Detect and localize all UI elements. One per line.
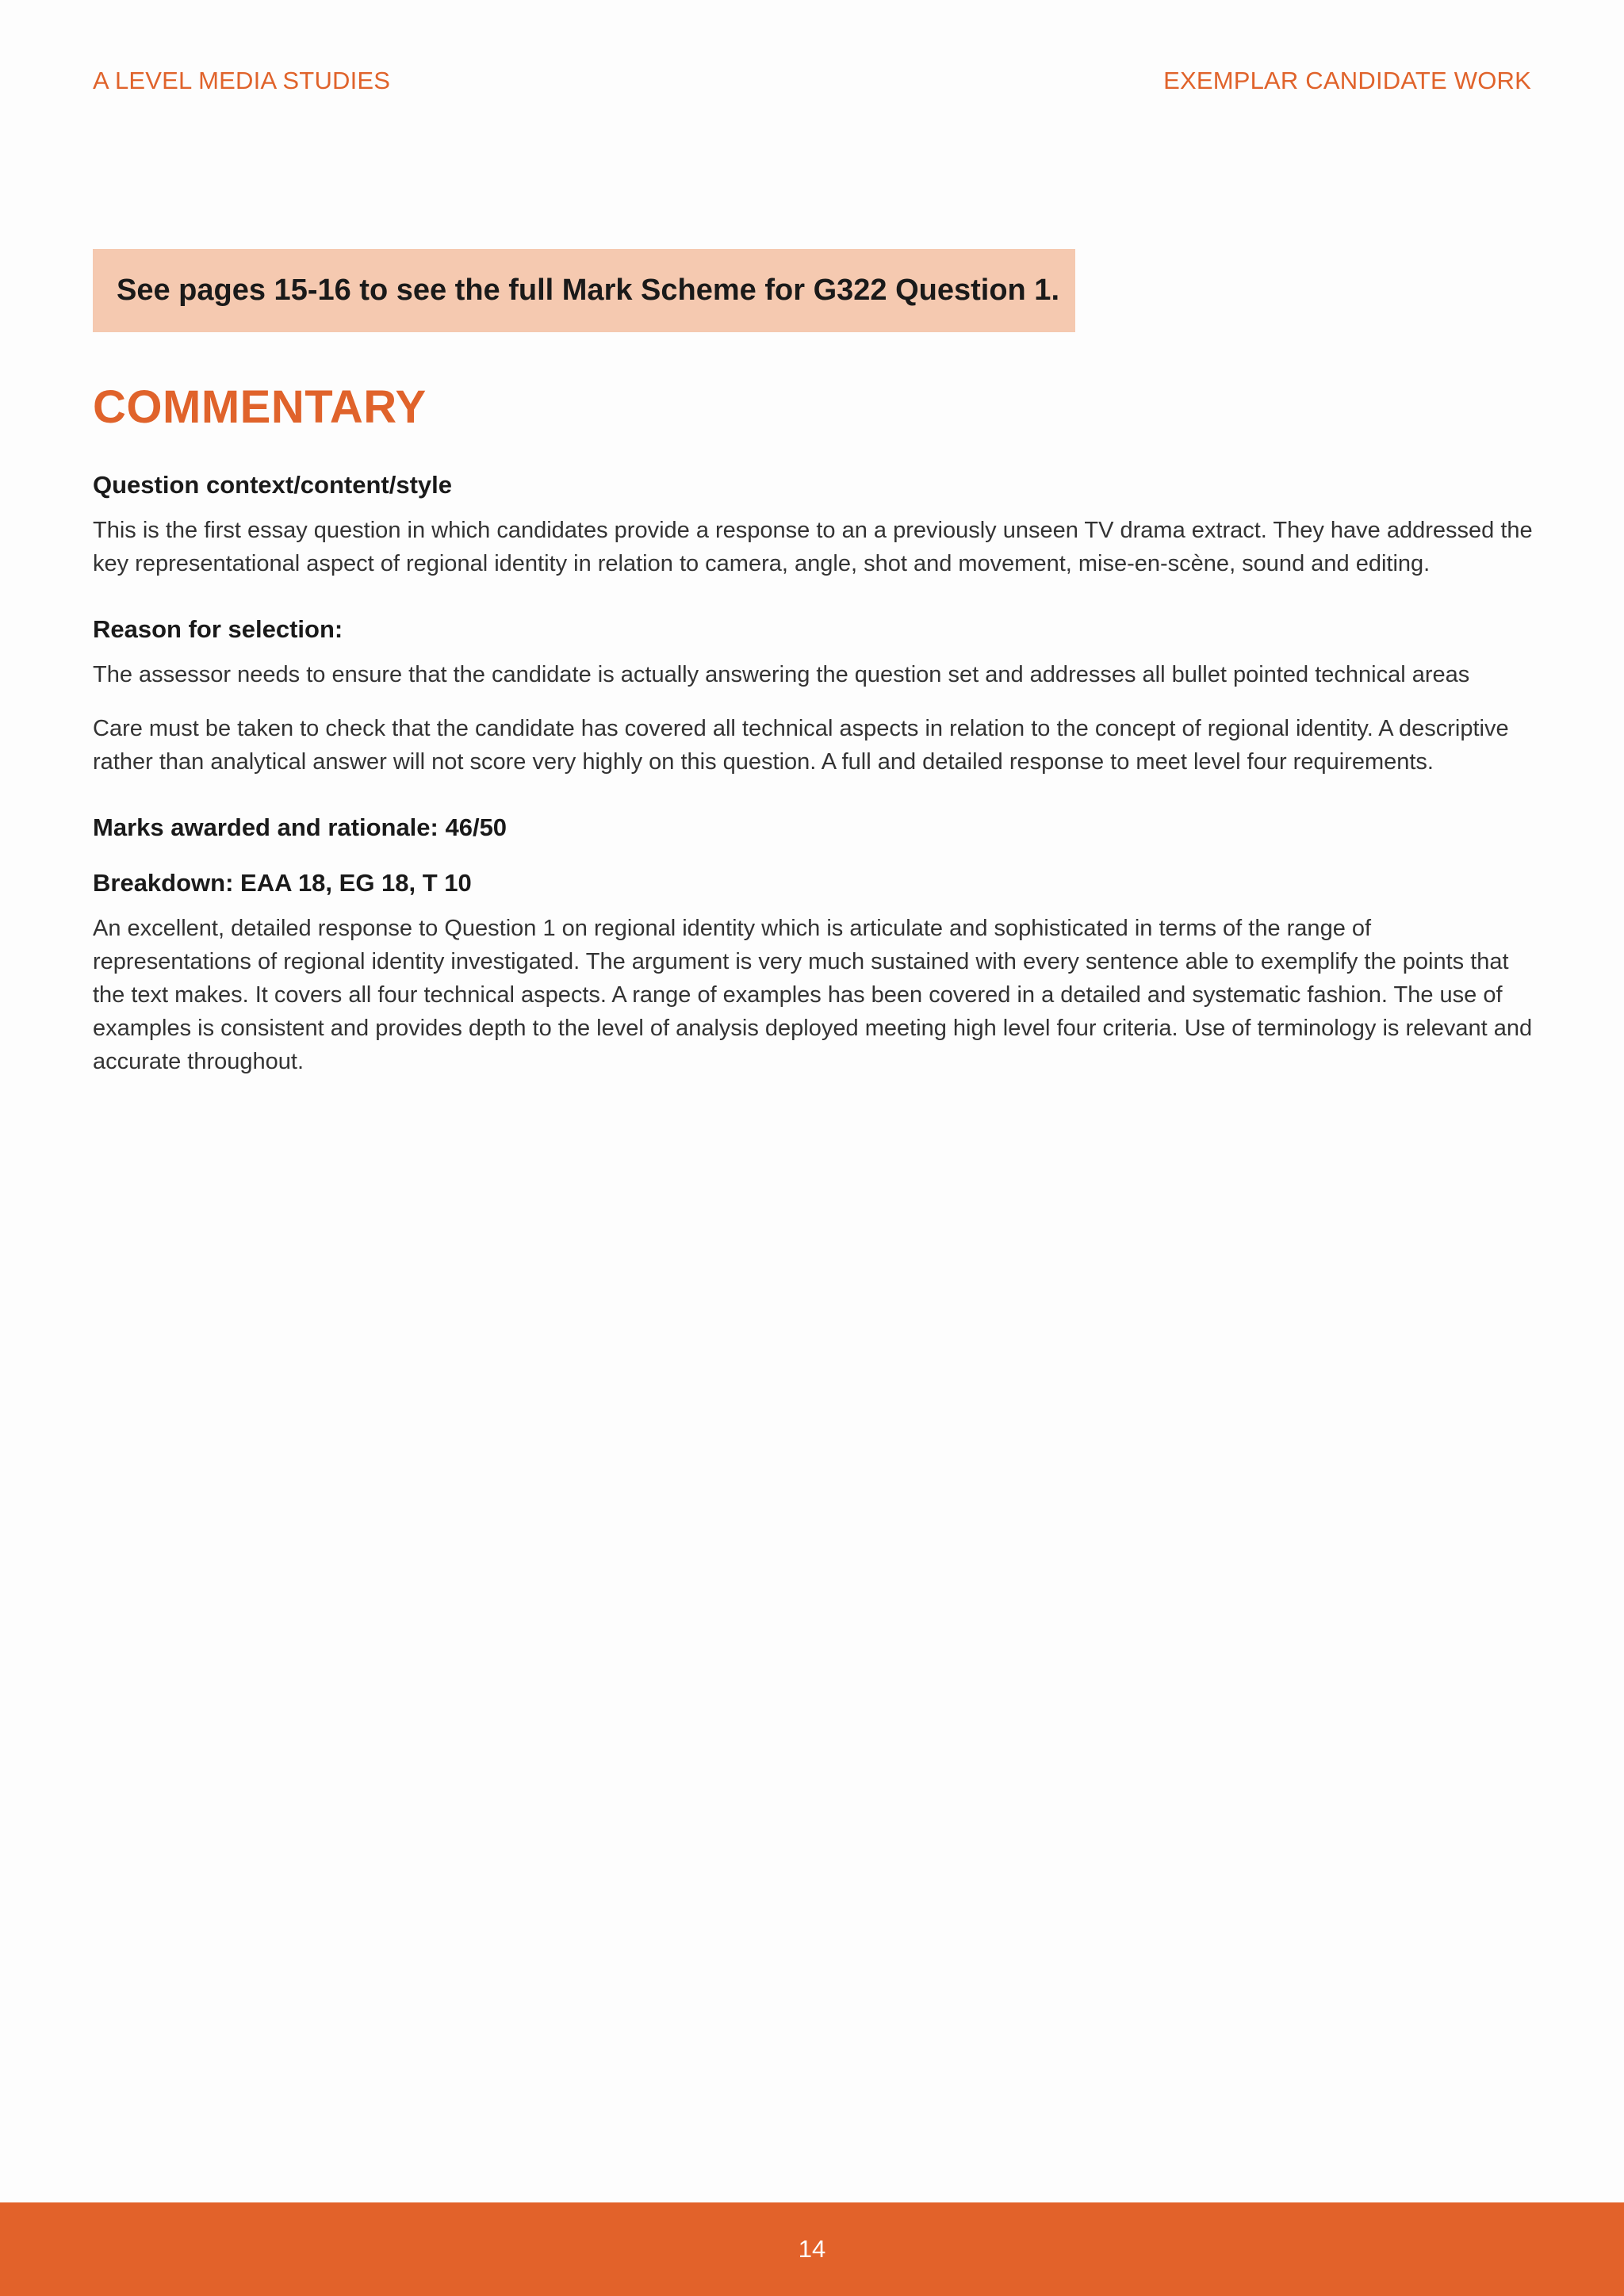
running-header xyxy=(93,67,1531,101)
commentary-title: COMMENTARY xyxy=(93,381,427,433)
footer-bar xyxy=(0,2202,1624,2296)
marks-heading: Marks awarded and rationale: 46/50 xyxy=(93,813,508,841)
commentary-section xyxy=(93,376,1536,1110)
mark-scheme-callout xyxy=(93,249,1075,332)
reason-heading: Reason for selection: xyxy=(93,615,343,643)
context-paragraph: This is the first essay question in which candidates provide a response to an a previously unseen TV drama extract. They have addressed the key representational aspect of regional identity in relation to camera, angle, shot and movement, mise-en-scène, sound and editing. xyxy=(93,518,1533,576)
page-number: 14 xyxy=(798,2235,826,2263)
breakdown-paragraph: An excellent, detailed response to Question 1 on regional identity which is articulate and sophisticated in terms of the range of representations of regional identity investigated. The argument is very much sustained with every sentence able to exemplify the points that the text makes. It covers all four technical aspects. A range of examples has been covered in a detailed and systematic fashion. The use of examples is consistent and provides depth to the level of analysis deployed meeting high level four criteria. Use of terminology is relevant and accurate throughout. xyxy=(93,916,1533,1074)
breakdown-heading: Breakdown: EAA 18, EG 18, T 10 xyxy=(93,869,472,897)
header-document-type: EXEMPLAR CANDIDATE WORK xyxy=(1163,67,1531,94)
header-subject: A LEVEL MEDIA STUDIES xyxy=(93,67,391,94)
callout-text: See pages 15-16 to see the full Mark Scheme for G322 Question 1. xyxy=(117,274,1060,307)
reason-paragraph-2: Care must be taken to check that the candidate has covered all technical aspects in relation to the concept of regional identity. A descriptive rather than analytical answer will not score very highly on this question. A full and detailed response to meet level four requirements. xyxy=(93,716,1509,775)
reason-paragraph-1: The assessor needs to ensure that the candidate is actually answering the question set and addresses all bullet pointed technical areas xyxy=(93,662,1470,687)
context-heading: Question context/content/style xyxy=(93,471,453,499)
